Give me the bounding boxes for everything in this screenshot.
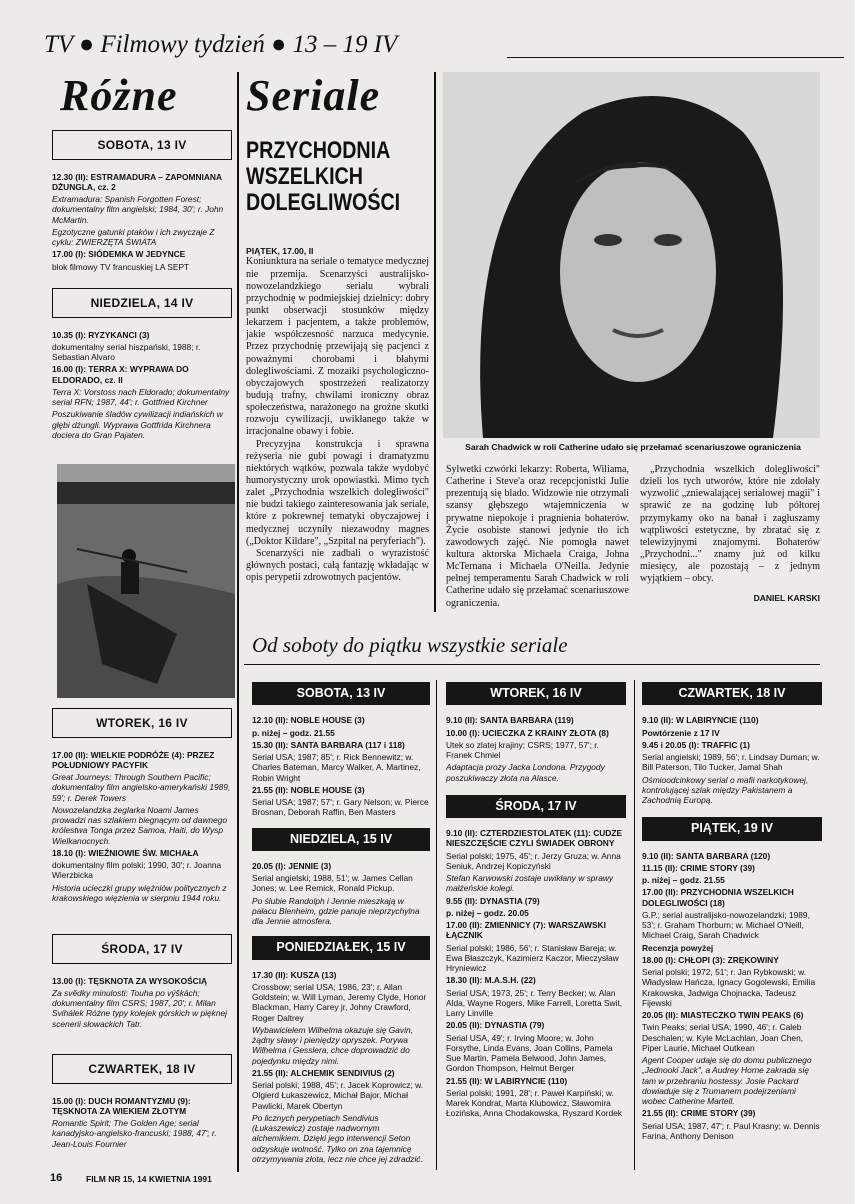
- listing-line: Serial polski; 1972, 51'; r. Jan Rybkowski; w. Władysław Hańcza, Ignacy Gogolewski, Emilia Krakowska, Jadwiga Chojnacka, Tadeusz Fijewski: [642, 967, 816, 1008]
- section-title-seriale: Seriale: [246, 71, 381, 120]
- article-paragraph: Scenarzyści nie zadbali o wyrazistość głównych postaci, całą fantazję wkładając w opis perypetii zdrowotnych pacjentów.: [246, 547, 429, 584]
- listing-line: Stefan Karwowski zostaje uwikłany w sprawy małżeńskie kolegi.: [446, 873, 614, 894]
- listing-line: Agent Cooper udaje się do domu publicznego „Jednooki Jack", a Audrey Horne zakrada się tam w przebraniu hostessy. Josie Packard dowiaduje się z Trumanem podejrzeniami wobec Catherine Martell.: [642, 1055, 812, 1106]
- portrait-illustration: [443, 72, 820, 438]
- listing-line: Serial USA; 1987; 57'; r. Gary Nelson; w. Pierce Brosnan, Deborah Raffin, Ben Masters: [252, 797, 429, 818]
- listing-line: Powtórzenie z 17 IV: [642, 727, 720, 738]
- day-listing: [642, 851, 822, 1142]
- listing-line: 17.00 (II): PRZYCHODNIA WSZELKICH DOLEGLIWOŚCI (18): [642, 887, 794, 908]
- day-box: CZWARTEK, 18 IV: [52, 1054, 232, 1084]
- column-divider: [436, 680, 437, 1170]
- listing-line: Adaptacja prozy Jacka Londona. Przygody poszukiwaczy złota na Alasce.: [446, 762, 605, 783]
- section-title-rozne: Różne: [60, 71, 178, 120]
- listing-line: 17.30 (II): KUSZA (13): [252, 969, 337, 980]
- header-title: TV ● Filmowy tydzień ● 13 – 19 IV: [44, 31, 398, 58]
- listing-line: 9.10 (II): W LABIRYNCIE (110): [642, 715, 759, 726]
- column-divider: [237, 72, 239, 1172]
- listing-line: Po licznych perypetiach Sendivius (Łukaszewicz) zostaje nadwornym alchemikiem. Dzięki jego interwencji Seton odzyskuje wolność. Tylko on zna tajemnicę otrzymywania złota, lecz nie chce jej zdradzić.: [252, 1112, 423, 1164]
- day-bar: CZWARTEK, 18 IV: [642, 682, 822, 705]
- schedule-subhead: Od soboty do piątku wszystkie seriale: [252, 633, 568, 657]
- listing-line: p. niżej – godz. 20.05: [446, 907, 529, 918]
- listing-line: 9.45 i 20.05 (I): TRAFFIC (1): [642, 739, 750, 750]
- entry-note: Egzotyczne gatunki ptaków i ich zwyczaje Z cyklu: ZWIERZĘTA ŚWIATA: [52, 226, 215, 248]
- listing-line: Serial polski; 1991, 28'; r. Paweł Karpiński; w. Marek Kondrat, Marta Klubowicz, Sławomira Łozińska, Anna Chodakowska, Ryszard Kordek: [446, 1087, 622, 1119]
- article-col3: [640, 464, 820, 604]
- listing-line: 17.00 (II): ZMIENNICY (7): WARSZAWSKI ŁĄCZNIK: [446, 920, 606, 941]
- listing-line: Serial angielski; 1989, 56'; r. Lindsay Duman; w. Bill Paterson, Tilo Tucker, Jamal Shah: [642, 752, 820, 773]
- entry-note: Historia ucieczki grupy więźniów politycznych z krakowskiego więzienia w sierpniu 1944 roku.: [52, 882, 227, 903]
- article-paragraph: „Przychodnia wszelkich dolegliwości" dzieli los tych utworów, które nie zdołały wyzwolić „zniewalającej serialowej magii" i sprawić ze na godzinę lub półtorej przymykamy oko na banał i zagłuszamy wątpliwości estetyczne, by zbratać się z telewizyjnymi znajomymi. Bohaterów „Przychodni..." znamy już od kilku miesięcy, ale pozostają – z jednym wyjątkiem – obcy.: [640, 464, 820, 585]
- entry-body: Great Journeys: Through Southern Pacific; dokumentalny film angielsko-amerykański 1989, 59'; r. Derek Towers: [52, 772, 231, 803]
- day-box: SOBOTA, 13 IV: [52, 130, 232, 160]
- listing-line: 9.10 (II): SANTA BARBARA (119): [446, 715, 574, 726]
- listing-line: 11.15 (II): CRIME STORY (39): [642, 862, 755, 873]
- entry-note: Poszukiwanie śladów cywilizacji indiańskich w głębi dżungli. Wyprawa Gottfrida Kirchnera dociera do Gran Pajaten.: [52, 409, 223, 440]
- listing-line: 10.00 (I): UCIECZKA Z KRAINY ZŁOTA (8): [446, 727, 609, 738]
- listing-line: Serial polski; 1986, 56'; r. Stanisław Bareja; w. Ewa Błaszczyk, Kazimierz Kaczor, Mieczysław Hryniewicz: [446, 942, 619, 973]
- listing-line: 15.30 (II): SANTA BARBARA (117 i 118): [252, 739, 405, 750]
- entry-body: blok filmowy TV francuskiej LA SEPT: [52, 261, 190, 272]
- article-headline: PRZYCHODNIA WSZELKICH DOLEGLIWOŚCI: [246, 137, 401, 216]
- left-column: [52, 708, 232, 905]
- day-box: WTOREK, 16 IV: [52, 708, 232, 738]
- day-listing: [642, 715, 822, 805]
- listing-line: G.P.; serial australijsko-nowozelandzki; 1989, 53'; r. Graham Thorburn; w. Michael O'Neill, Michael Craig, Sarah Chadwick: [642, 909, 810, 941]
- entry-body: dokumentalny film polski; 1990, 30'; r. Joanna Wierzbicka: [52, 860, 222, 881]
- entry-head: 15.00 (I): DUCH ROMANTYZMU (9): TĘSKNOTA ZA WIEKIEM ZŁOTYM: [52, 1095, 191, 1116]
- entry-head: 12.30 (II): ESTRAMADURA – ZAPOMNIANA DŻUNGLA, cz. 2: [52, 171, 222, 192]
- listing-line: Serial USA; 1987, 47'; r. Paul Krasny; w. Dennis Farina, Anthony Denison: [642, 1120, 820, 1141]
- day-listing: [252, 715, 430, 817]
- canoe-photo-illustration: [57, 464, 235, 698]
- photo-caption: Sarah Chadwick w roli Catherine udało się przełamać scenariuszowe ograniczenia: [465, 442, 801, 452]
- listing-line: 20.05 (II): DYNASTIA (79): [446, 1020, 545, 1031]
- listing-line: Recenzja powyżej: [642, 942, 714, 953]
- page-header: [44, 30, 844, 64]
- listing-line: Ośmioodcinkowy serial o mafii narkotykowej, kontrolującej szlak między Pakistanem a Zachodnią Europą.: [642, 774, 809, 805]
- day-bar: NIEDZIELA, 15 IV: [252, 828, 430, 851]
- listing-line: Serial angielski; 1988, 51'; w. James Cellan Jones; w. Lee Remick, Ronald Pickup.: [252, 873, 413, 894]
- listing-line: Serial polski; 1988, 45'; r. Jacek Koprowicz; w. Olgierd Łukaszewicz, Michał Bajor, Michał Pawlicki, Marek Obertyn: [252, 1080, 424, 1111]
- schedule-rule: [244, 664, 820, 665]
- listing-line: 20.05 (I): JENNIE (3): [252, 860, 332, 871]
- day-box: ŚRODA, 17 IV: [52, 934, 232, 964]
- entry-head: 17.00 (I): SIÓDEMKA W JEDYNCE: [52, 249, 186, 260]
- article-dateline: PIĄTEK, 17.00, II: [246, 246, 314, 256]
- listing-line: Twin Peaks; serial USA; 1990, 46'; r. Caleb Deschalen; w. Kyle McLachlan, Joan Chen, Piper Laurie, Michael Outkean: [642, 1022, 804, 1053]
- left-column: [52, 934, 232, 1031]
- listing-line: p. niżej – godz. 21.55: [252, 727, 335, 738]
- day-listing: [252, 970, 430, 1165]
- listing-line: p. niżej – godz. 21.55: [642, 875, 725, 885]
- listing-line: 12.10 (II): NOBLE HOUSE (3): [252, 715, 365, 726]
- issue-info: FILM NR 15, 14 KWIETNIA 1991: [86, 1174, 212, 1184]
- article-paragraph: Sylwetki czwórki lekarzy: Roberta, Wiliama, Catherine i Steve'a oraz recepcjonistki Julie prezentują się blado. Widzowie nie otrzymali szansy głębszego wtajemniczenia w prywatne niepokoje i pragnienia bohaterów. Życie osobiste stanowi jedynie tło ich zawodowych zajęć. Nie pomogła nawet kultura aktorska Michaela Craiga, Johna McTernana i Michaela O'Neilla. Jedynie pełnej temperamentu Sarah Chadwick w roli Catherine udało się przełamać scenariuszowe ograniczenia.: [446, 464, 629, 609]
- listing-line: Crossbow; serial USA; 1986, 23'; r. Allan Goldstein; w. Will Lyman, Jeremy Clyde, Honor Blackman, Harry Carey jr, Johny Crawford, Roger Daltrey: [252, 981, 427, 1023]
- left-column: [52, 130, 232, 274]
- listing-line: Po ślubie Randolph i Jennie mieszkają w pałacu Blenheim, gdzie panuje nieprzychylna dla Jennie atmosfera.: [252, 895, 420, 926]
- day-listing: [446, 715, 626, 783]
- article-paragraph: Precyzyjna konstrukcja i sprawna reżyseria nie gubi powagi i dramatyzmu niektórych wątków, pozwala także wydobyć humorystyczny urok opowiastki. Mimo tych zalet „Przychodnia wszelkich dolegliwości" nie budzi takiego zainteresowania jak seriale, które z pokrewnej tematyki obyczajowej i medycznej uczyniły niezawodny magnes („Doktor Kildare", „Szpital na peryferiach").: [246, 438, 429, 547]
- day-bar: PONIEDZIAŁEK, 15 IV: [252, 936, 430, 959]
- listing-line: Serial USA; 1987; 85'; r. Rick Bennewitz; w. Charles Bateman, Marcy Walker, A. Martinez, Robin Wright: [252, 752, 421, 783]
- left-column: [52, 288, 232, 442]
- entry-head: 10.35 (I): RYZYKANCI (3): [52, 329, 150, 340]
- article-paragraph: Koniunktura na seriale o tematyce medycznej nie przemija. Scenarzyści australijsko-nowozelandzkiego serialu wybrali przychodnię w podmiejskiej dzielnicy: dobry punkt obserwacji stosunków między lekarzem i pacjentem, a także problemów, jakie współczesność narzuca medycynie. Przez przychodnię przewijają się pacjenci z poważnymi chorobami i błahymi dolegliwościami. Z mozaiki psychologiczno-obyczajowych spostrzeżeń realizatorzy budują trafny, chwilami ironiczny obraz społeczeństwa, narażonego na groźne skutki rozwoju cywilizacji, uwikłanego także w irracjonalne obawy i fobie.: [246, 256, 429, 438]
- entry-head: 18.10 (I): WIEŹNIOWIE ŚW. MICHAŁA: [52, 847, 199, 858]
- day-bar: SOBOTA, 13 IV: [252, 682, 430, 705]
- documentary-photo: [57, 464, 235, 698]
- schedule-col2: [446, 682, 626, 1121]
- listing-line: 21.55 (II): NOBLE HOUSE (3): [252, 784, 365, 795]
- column-divider: [634, 680, 635, 1170]
- actress-photo: [443, 72, 820, 438]
- article-author: DANIEL KARSKI: [753, 593, 820, 604]
- page-number: 16: [50, 1172, 63, 1184]
- day-listing: [252, 861, 430, 927]
- listing-line: 21.55 (II): CRIME STORY (39): [642, 1108, 756, 1119]
- day-listing: [446, 828, 626, 1119]
- entry-head: 16.00 (I): TERRA X: WYPRAWA DO ELDORADO, cz. II: [52, 364, 189, 385]
- listing-line: 21.55 (II): W LABIRYNCIE (110): [446, 1075, 568, 1086]
- listing-line: 9.55 (II): DYNASTIA (79): [446, 895, 540, 906]
- entry-note: Za svědky minulosti: Touha po výškách; dokumentalny film CSRS; 1987, 20'; r. Milan Svihálek Różne typy kolejek górskich w pięknej scenerii słowackich Tatr.: [52, 987, 228, 1029]
- listing-line: Serial USA; 1973, 25'; r. Terry Becker; w. Alan Alda, Wayne Rogers, Mike Farrell, Loretta Swit, Larry Linville: [446, 987, 623, 1018]
- header-rule: [507, 57, 844, 58]
- listing-line: 18.00 (I): CHŁOPI (3): ZRĘKOWINY: [642, 954, 779, 965]
- entry-body: dokumentalny serial hiszpański, 1988; r. Sebastian Alvaro: [52, 341, 201, 363]
- article-col2: [446, 464, 629, 610]
- day-box: NIEDZIELA, 14 IV: [52, 288, 232, 318]
- listing-line: Serial polski; 1975, 45'; r. Jerzy Gruza; w. Anna Seniuk, Andrzej Kopiczyński: [446, 850, 621, 871]
- entry-note: Romantic Spirit; The Golden Age; serial kanadyjsko-angielsko-francuski; 1988, 47'; r. Jean-Louis Fournier: [52, 1118, 217, 1149]
- left-column: [52, 1054, 232, 1151]
- entry-note: Nowozelandzka żeglarka Noami James prowadzi nas szlakiem biegnącym od dawnego królestwa Tonga przez Samoa, Haiti, do Wysp Wielkanocnych.: [52, 804, 228, 846]
- entry-body: Terra X: Vorstoss nach Eldorado; dokumentalny serial RFN; 1987, 44'; r. Gottfried Kirchner: [52, 386, 230, 408]
- entry-head: 13.00 (I): TĘSKNOTA ZA WYSOKOŚCIĄ: [52, 975, 208, 986]
- day-bar: WTOREK, 16 IV: [446, 682, 626, 705]
- listing-line: 9.10 (II): SANTA BARBARA (120): [642, 850, 771, 861]
- listing-line: Serial USA, 49'; r. Irving Moore; w. John Forsythe, Linda Evans, Joan Collins, Pamela Sue Martin, Pamela Belwood, John James, Gordon Thompson, Helmut Berger: [446, 1032, 613, 1074]
- schedule-col3: [642, 682, 822, 1143]
- listing-line: 9.10 (II): CZTERDZIESTOLATEK (11): CUDZE NIESZCZĘŚCIE CZYLI ŚWIADEK OBRONY: [446, 828, 623, 849]
- listing-line: 20.05 (II): MIASTECZKO TWIN PEAKS (6): [642, 1010, 804, 1020]
- entry-body: Extramadura: Spanish Forgotten Forest; dokumentalny film angielski; 1984, 30'; r. John McMartin.: [52, 194, 224, 225]
- day-bar: ŚRODA, 17 IV: [446, 795, 626, 818]
- schedule-col1: [252, 682, 430, 1166]
- entry-head: 17.00 (II): WIELKIE PODRÓŻE (4): PRZEZ POŁUDNIOWY PACYFIK: [52, 749, 215, 770]
- day-bar: PIĄTEK, 19 IV: [642, 817, 822, 840]
- listing-line: 21.55 (II): ALCHEMIK SENDIVIUS (2): [252, 1067, 395, 1078]
- listing-line: 18.30 (II): M.A.S.H. (22): [446, 975, 536, 986]
- listing-line: Utek so zlatej krajiny; CSRS; 1977, 57'; r. Franek Chmiel: [446, 739, 599, 760]
- listing-line: Wybawicielem Wilhelma okazuje się Gavin, żądny sławy i pieniędzy opryszek. Porywa Wilhelma i Gesslera, chce doprowadzić do pojedynku między nimi.: [252, 1024, 413, 1066]
- article-col1: [246, 246, 429, 584]
